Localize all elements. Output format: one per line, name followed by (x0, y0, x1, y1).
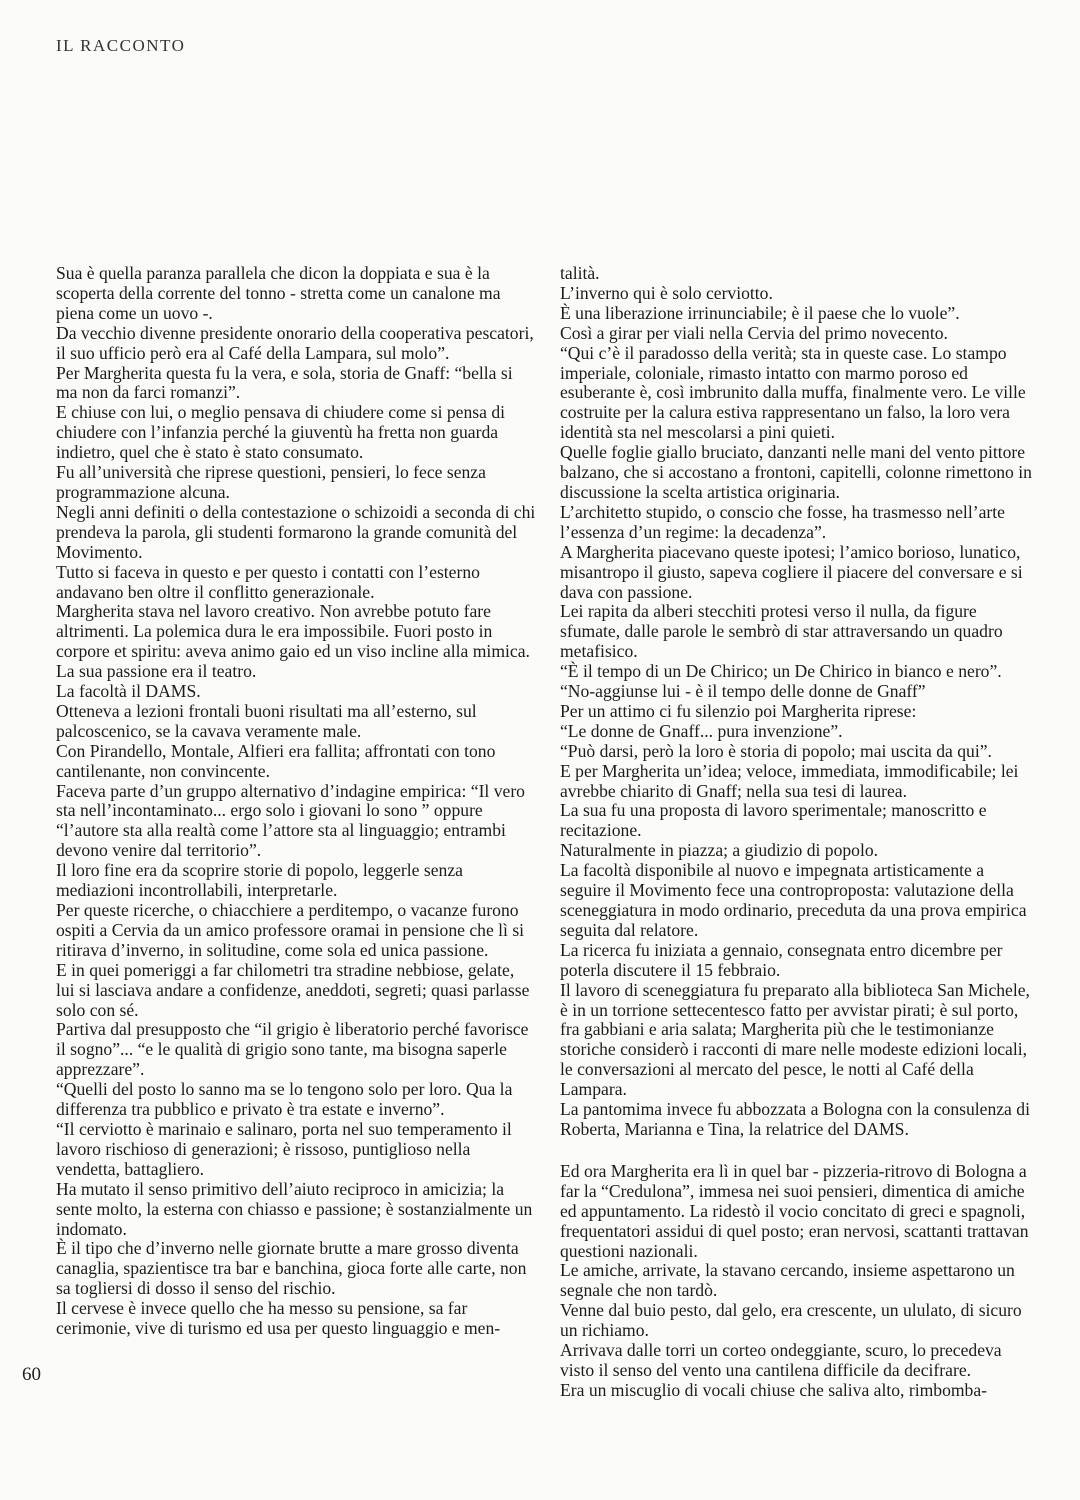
paragraph: Naturalmente in piazza; a giudizio di popolo. (560, 840, 879, 861)
paragraph: E in quei pomeriggi a far chilometri tra stradine nebbiose, gelate, lui si lasciava andare a confidenze, aneddoti, segreti; quasi parlasse solo con sé. (56, 959, 530, 1020)
paragraph: Otteneva a lezioni frontali buoni risultati ma all’esterno, sul palcoscenico, se la cavava veramente male. (56, 700, 477, 741)
section-header: IL RACCONTO (56, 36, 186, 55)
paragraph: La facoltà disponibile al nuovo e impegnata artisticamente a seguire il Movimento fece una controproposta: valutazione della sceneggiatura in modo ordinario, preceduta da una prova empirica seguita dal relatore. (560, 860, 1027, 940)
paragraph: Faceva parte d’un gruppo alternativo d’indagine empirica: “Il vero sta nell’incontaminato... ergo solo i giovani lo sono ” oppure “l’autore sta alla realtà come l’attore sta al linguaggio; entrambi devono venire dal territorio”. (56, 780, 525, 861)
paragraph: “No-aggiunse lui - è il tempo delle donne de Gnaff” (560, 681, 926, 702)
paragraph: La facoltà il DAMS. (56, 681, 201, 702)
paragraph: L’inverno qui è solo cerviotto. (560, 282, 773, 303)
paragraph: Ed ora Margherita era lì in quel bar - pizzeria-ritrovo di Bologna a far la “Credulona”, immesa nei suoi pensieri, dimentica di amiche ed appuntamento. La ridestò il vocio concitato di greci e spagnoli, frequentatori assidui di quel posto; eran nervosi, scattanti trattavan questioni nazionali. (560, 1160, 1029, 1261)
paragraph: È il tipo che d’inverno nelle giornate brutte a mare grosso diventa canaglia, spazientisce tra bar e banchina, gioca forte alle carte, non sa togliersi di dosso il senso del rischio. (56, 1238, 527, 1299)
paragraph: talità. (560, 263, 600, 283)
paragraph: Lei rapita da alberi stecchiti protesi verso il nulla, da figure sfumate, dalle parole le sembrò di star attraversando un quadro metafisico. (560, 601, 1003, 662)
paragraph: “È il tempo di un De Chirico; un De Chirico in bianco e nero”. (560, 661, 1002, 682)
paragraph: La sua passione era il teatro. (56, 661, 257, 682)
paragraph: Per queste ricerche, o chiacchiere a perditempo, o vacanze furono ospiti a Cervia da un amico professore oramai in pensione che lì si ritirava d’inverno, in solitudine, come sola ed unica passione. (56, 900, 525, 960)
left-column (56, 264, 536, 1339)
paragraph: La pantomima invece fu abbozzata a Bologna con la consulenza di Roberta, Marianna e Tina, la relatrice del DAMS. (560, 1099, 1030, 1139)
paragraph: Il lavoro di sceneggiatura fu preparato alla biblioteca San Michele, è in un torrione settecentesco fatto per avvistar pirati; è sul porto, fra gabbiani e aria salata; Margherita più che le testimonianze storiche considerò i racconti di mare nelle modeste edizioni locali, le conversazioni al mercato del pesce, le notti al Café della Lampara. (560, 979, 1030, 1100)
paragraph: Da vecchio divenne presidente onorario della cooperativa pescatori, il suo ufficio però era al Café della Lampara, sul molo”. (56, 322, 534, 363)
paragraph: È una liberazione irrinunciabile; è il paese che lo vuole”. (560, 302, 960, 323)
paragraph: La sua fu una proposta di lavoro sperimentale; manoscritto e recitazione. (560, 800, 987, 841)
paragraph: La ricerca fu iniziata a gennaio, consegnata entro dicembre per poterla discutere il 15 febbraio. (560, 939, 1003, 980)
paragraph: Venne dal buio pesto, dal gelo, era crescente, un ululato, di sicuro un richiamo. (560, 1300, 1022, 1341)
paragraph: E per Margherita un’idea; veloce, immediata, immodificabile; lei avrebbe chiarito di Gnaff; nella sua tesi di laurea. (560, 760, 1019, 801)
paragraph: Fu all’università che riprese questioni, pensieri, lo fece senza programmazione alcuna. (56, 462, 486, 502)
paragraph: Partiva dal presupposto che “il grigio è liberatorio perché favorisce il sogno”... “e le qualità di grigio sono tante, ma bisogna saperle apprezzare”. (56, 1019, 529, 1080)
paragraph: Margherita stava nel lavoro creativo. Non avrebbe potuto fare altrimenti. La polemica dura le era impossibile. Fuori posto in corpore et spiritu: aveva animo gaio ed un viso incline alla mimica. (56, 601, 530, 662)
paragraph: Per un attimo ci fu silenzio poi Margherita riprese: (560, 700, 917, 721)
paragraph: “Può darsi, però la loro è storia di popolo; mai uscita da qui”. (560, 740, 992, 761)
paragraph: Tutto si faceva in questo e per questo i contatti con l’esterno andavano ben oltre il conflitto generazionale. (56, 561, 480, 602)
paragraph: Quelle foglie giallo bruciato, danzanti nelle mani del vento pittore balzano, che si accostano a frontoni, capitelli, colonne rimettono in discussione la scelta artistica originaria. (560, 442, 1032, 502)
paragraph: Era un miscuglio di vocali chiuse che saliva alto, rimbomba- (560, 1379, 988, 1400)
paragraph: Con Pirandello, Montale, Alfieri era fallita; affrontati con tono cantilenante, non convincente. (56, 740, 496, 781)
paragraph: A Margherita piacevano queste ipotesi; l’amico borioso, lunatico, misantropo il giusto, sapeva cogliere il piacere del conversare e si dava con passione. (560, 541, 1023, 602)
paragraph: Il loro fine era da scoprire storie di popolo, leggerle senza mediazioni incontrollabili, interpretarle. (56, 860, 463, 901)
paragraph: Arrivava dalle torri un corteo ondeggiante, scuro, lo precedeva visto il senso del vento una cantilena difficile da decifrare. (560, 1340, 1002, 1380)
page-number: 60 (22, 1364, 41, 1385)
paragraph: Negli anni definiti o della contestazione o schizoidi a seconda di chi prendeva la parola, gli studenti formarono la grande comunità del Movimento. (56, 501, 536, 562)
paragraph: E chiuse con lui, o meglio pensava di chiudere come si pensa di chiudere con l’infanzia perché la giuventù ha fretta non guarda indietro, quel che è stato è stato consumato. (56, 402, 506, 463)
paragraph: L’architetto stupido, o conscio che fosse, ha trasmesso nell’arte l’essenza d’un regime: la decadenza”. (560, 501, 1005, 542)
paragraph: Il cervese è invece quello che ha messo su pensione, sa far cerimonie, vive di turismo ed usa per questo linguaggio e men- (56, 1298, 501, 1339)
paragraph: “Qui c’è il paradosso della verità; sta in queste case. Lo stampo imperiale, coloniale, rimasto intatto con marmo poroso ed esuberante è, così imbrunito dalla muffa, finalmente vero. Le ville costruite per la calura estiva rappresentano un falso, la loro vera identità sta nel mescolarsi a pini quieti. (560, 342, 1026, 443)
right-column (560, 264, 1038, 1401)
paragraph: “Il cerviotto è marinaio e salinaro, porta nel suo temperamento il lavoro rischioso di generazioni; è rissoso, puntiglioso nella vendetta, battagliero. (56, 1118, 512, 1179)
paragraph: Ha mutato il senso primitivo dell’aiuto reciproco in amicizia; la sente molto, la esterna con chiasso e passione; è sostanzialmente un indomato. (56, 1178, 533, 1239)
paragraph: Le amiche, arrivate, la stavano cercando, insieme aspettarono un segnale che non tardò. (560, 1260, 1015, 1301)
paragraph: Per Margherita questa fu la vera, e sola, storia de Gnaff: “bella si ma non da farci romanzi”. (56, 362, 513, 403)
paragraph: “Le donne de Gnaff... pura invenzione”. (560, 720, 843, 741)
paragraph: Sua è quella paranza parallela che dicon la doppiata e sua è la scoperta della corrente del tonno - stretta come un canalone ma piena come un uovo -. (56, 263, 501, 323)
paragraph: Così a girar per viali nella Cervia del primo novecento. (560, 322, 948, 343)
paragraph: “Quelli del posto lo sanno ma se lo tengono solo per loro. Qua la differenza tra pubblico e privato è tra estate e inverno”. (56, 1079, 513, 1120)
section-break (560, 1140, 1038, 1162)
